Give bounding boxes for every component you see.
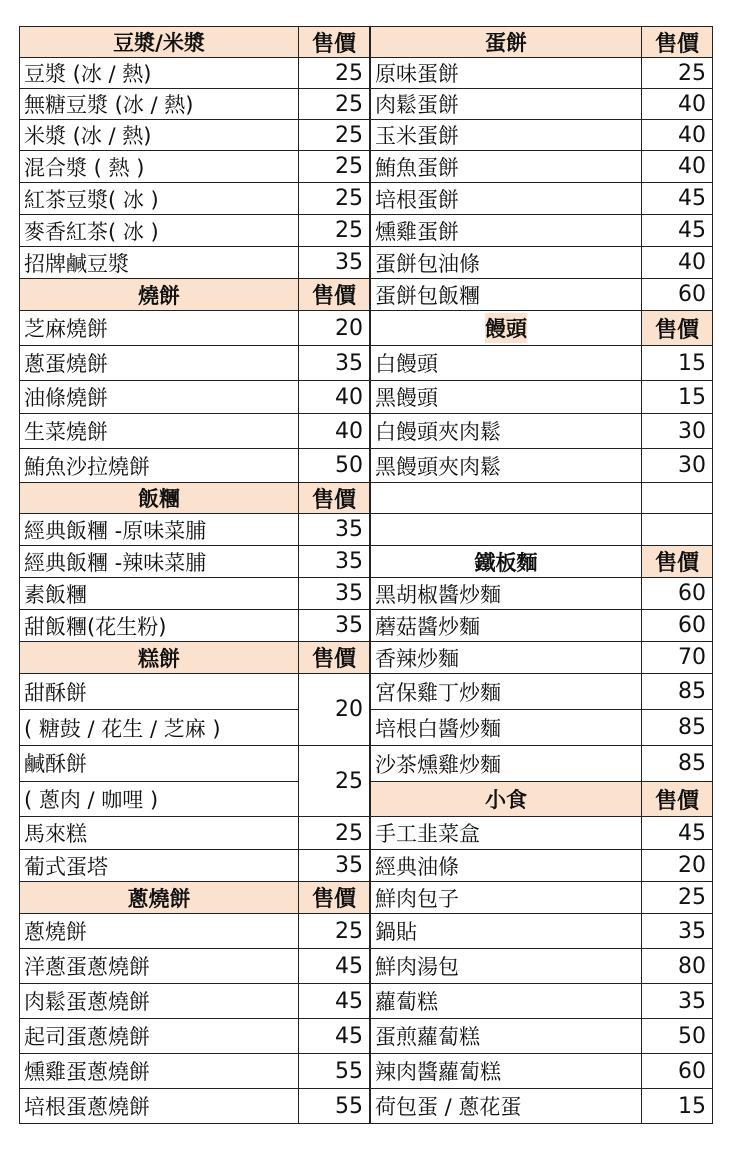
item-name: 荷包蛋 / 蔥花蛋 <box>371 1089 642 1123</box>
item-price: 35 <box>335 581 363 606</box>
section-title-cell <box>371 311 642 345</box>
item-price: 40 <box>678 154 706 179</box>
section-header-noodles <box>370 546 713 578</box>
menu-item <box>19 449 370 483</box>
menu-item <box>370 1089 713 1124</box>
section-title: 饅頭 <box>485 313 527 343</box>
section-title: 鐵板麵 <box>474 550 538 575</box>
item-price: 30 <box>678 453 706 478</box>
item-options: ( 蔥肉 / 咖哩 ) <box>20 781 298 817</box>
menu-item <box>19 120 370 151</box>
item-price: 30 <box>678 418 706 444</box>
item-price: 45 <box>335 953 363 979</box>
price-column-label: 售價 <box>654 317 699 343</box>
item-price: 25 <box>678 60 706 86</box>
item-price: 40 <box>335 384 363 410</box>
item-price: 35 <box>335 613 363 638</box>
item-price: 80 <box>678 953 706 979</box>
item-price: 85 <box>678 751 706 776</box>
item-name: 宮保雞丁炒麵 <box>371 674 642 709</box>
price-column-label: 售價 <box>311 487 356 513</box>
section-header-soy <box>19 26 370 58</box>
item-price: 45 <box>678 820 706 846</box>
item-name: 米漿 (冰 / 熱) <box>20 120 299 150</box>
item-name: 甜酥餅 <box>24 680 87 705</box>
price-column-label: 售價 <box>654 551 699 576</box>
item-price: 25 <box>335 820 363 846</box>
item-name: 白饅頭 <box>371 346 642 380</box>
item-name: 經典油條 <box>371 850 642 881</box>
section-title: 小食 <box>371 782 642 816</box>
section-title: 燒餅 <box>20 279 299 310</box>
menu-item <box>370 882 713 914</box>
item-name: 培根蛋餅 <box>371 183 642 214</box>
item-name: 培根蛋蔥燒餅 <box>20 1089 299 1123</box>
item-name: 鮮肉湯包 <box>371 949 642 983</box>
item-name: 手工韭菜盒 <box>371 817 642 849</box>
menu-item <box>19 817 370 850</box>
item-price: 15 <box>678 384 706 410</box>
item-name: 肉鬆蛋餅 <box>371 89 642 119</box>
menu-item <box>19 89 370 120</box>
item-name: 招牌鹹豆漿 <box>20 247 299 278</box>
item-price: 40 <box>678 91 706 117</box>
item-price: 35 <box>678 918 706 944</box>
item-price: 20 <box>678 853 706 878</box>
item-name: 肉鬆蛋蔥燒餅 <box>20 984 299 1018</box>
menu-item <box>370 151 713 183</box>
item-name: 蔥燒餅 <box>20 914 299 948</box>
item-name: 白饅頭夾肉鬆 <box>371 414 642 448</box>
menu-item <box>370 817 713 850</box>
menu-item <box>370 414 713 449</box>
section-title: 飯糰 <box>20 483 299 513</box>
menu-item <box>370 279 713 311</box>
menu-item-sweet-pastry <box>19 674 370 746</box>
item-price: 55 <box>335 1058 363 1084</box>
menu-item <box>370 58 713 89</box>
menu-item <box>19 1019 370 1054</box>
item-name: 生菜燒餅 <box>20 414 299 448</box>
item-price: 35 <box>335 350 363 376</box>
item-name: 鮪魚沙拉燒餅 <box>20 449 299 482</box>
item-name: 起司蛋蔥燒餅 <box>20 1019 299 1053</box>
item-name: 蘑菇醬炒麵 <box>371 610 642 641</box>
item-price: 50 <box>335 453 363 478</box>
menu-right-column <box>370 26 713 1124</box>
item-price: 45 <box>335 1023 363 1049</box>
item-name: 芝麻燒餅 <box>20 311 299 345</box>
item-name: 蛋餅包油條 <box>371 247 642 278</box>
section-title: 豆漿/米漿 <box>20 27 299 57</box>
menu-left-column <box>19 26 370 1124</box>
item-name: 辣肉醬蘿蔔糕 <box>371 1054 642 1088</box>
menu-item <box>370 850 713 882</box>
item-price: 40 <box>678 250 706 275</box>
section-title: 糕餅 <box>20 642 299 673</box>
item-name: 麥香紅茶( 冰 ) <box>20 215 299 246</box>
menu-item <box>19 414 370 449</box>
price-column-label: 售價 <box>311 31 356 57</box>
menu-item <box>370 984 713 1019</box>
item-price: 85 <box>678 715 706 740</box>
item-price: 35 <box>335 853 363 878</box>
menu-item <box>370 215 713 247</box>
menu-item <box>19 151 370 183</box>
item-name: 豆漿 (冰 / 熱) <box>20 58 299 88</box>
price-column-label: 售價 <box>654 788 699 814</box>
section-title: 蔥燒餅 <box>20 882 299 913</box>
item-price: 25 <box>335 154 363 179</box>
price-column-label: 售價 <box>311 887 356 912</box>
menu-item <box>370 746 713 782</box>
item-price: 25 <box>335 186 363 211</box>
item-price: 40 <box>678 122 706 148</box>
menu-item <box>370 346 713 381</box>
item-price: 25 <box>335 122 363 148</box>
empty-row <box>370 483 713 514</box>
menu-item <box>19 949 370 984</box>
menu-item <box>19 58 370 89</box>
menu-item <box>370 914 713 949</box>
empty-row <box>370 514 713 546</box>
item-price: 40 <box>335 418 363 444</box>
section-title-cell <box>371 546 642 577</box>
item-name: 素飯糰 <box>20 578 299 609</box>
item-name: 馬來糕 <box>20 817 299 849</box>
item-price: 45 <box>678 218 706 243</box>
item-price: 55 <box>335 1093 363 1119</box>
item-options: ( 糖鼓 / 花生 / 芝麻 ) <box>20 709 298 745</box>
item-name: 蘿蔔糕 <box>371 984 642 1018</box>
item-name: 香辣炒麵 <box>371 642 642 673</box>
item-name: 蛋煎蘿蔔糕 <box>371 1019 642 1053</box>
price-column-label: 售價 <box>311 647 356 672</box>
item-name: 混合漿 ( 熱 ) <box>20 151 299 182</box>
item-name: 鮮肉包子 <box>371 882 642 913</box>
item-name: 玉米蛋餅 <box>371 120 642 150</box>
item-name: 洋蔥蛋蔥燒餅 <box>20 949 299 983</box>
item-name: 油條燒餅 <box>20 381 299 413</box>
item-name: 紅茶豆漿( 冰 ) <box>20 183 299 214</box>
item-price: 60 <box>678 581 706 606</box>
menu-item <box>370 578 713 610</box>
item-name: 燻雞蛋蔥燒餅 <box>20 1054 299 1088</box>
item-name: 經典飯糰 -原味菜脯 <box>20 514 299 545</box>
menu-item <box>19 381 370 414</box>
menu-item <box>19 610 370 642</box>
item-price: 60 <box>678 1058 706 1084</box>
menu-item-salty-pastry <box>19 746 370 817</box>
section-header-snacks <box>370 782 713 817</box>
item-price: 35 <box>335 549 363 574</box>
menu-item <box>19 984 370 1019</box>
item-price: 25 <box>335 60 363 86</box>
menu-item <box>19 215 370 247</box>
item-price: 20 <box>335 315 363 341</box>
menu-item <box>370 710 713 746</box>
item-price: 35 <box>335 517 363 542</box>
price-column-label: 售價 <box>654 31 699 57</box>
menu-item <box>19 346 370 381</box>
item-name: 黑饅頭 <box>371 381 642 413</box>
item-price: 15 <box>678 350 706 376</box>
section-header-scallion <box>19 882 370 914</box>
item-price: 25 <box>335 768 363 794</box>
menu-item <box>370 674 713 710</box>
menu-item <box>19 914 370 949</box>
item-price: 60 <box>678 282 706 307</box>
item-price: 25 <box>335 91 363 117</box>
item-name: 沙茶燻雞炒麵 <box>371 746 642 781</box>
item-name: 黑胡椒醬炒麵 <box>371 578 642 609</box>
menu-item <box>370 89 713 120</box>
item-name: 黑饅頭夾肉鬆 <box>371 449 642 482</box>
menu-item <box>19 546 370 578</box>
menu-item <box>19 1054 370 1089</box>
section-header-fantuan <box>19 483 370 514</box>
item-name: 培根白醬炒麵 <box>371 710 642 745</box>
menu-item <box>19 183 370 215</box>
item-price: 60 <box>678 613 706 638</box>
section-header-pastry <box>19 642 370 674</box>
item-name: 燻雞蛋餅 <box>371 215 642 246</box>
menu-item <box>19 1089 370 1124</box>
menu-item <box>19 311 370 346</box>
menu-item <box>370 1019 713 1054</box>
menu-item <box>370 949 713 984</box>
item-price: 35 <box>335 250 363 275</box>
menu-item <box>370 610 713 642</box>
menu-item <box>370 449 713 483</box>
menu-item <box>370 1054 713 1089</box>
item-price: 35 <box>678 988 706 1014</box>
menu-item <box>19 578 370 610</box>
item-name: 鮪魚蛋餅 <box>371 151 642 182</box>
item-price: 25 <box>335 218 363 243</box>
item-price: 85 <box>678 679 706 704</box>
item-price: 45 <box>335 988 363 1014</box>
menu-item <box>19 850 370 882</box>
section-header-danbing <box>370 26 713 58</box>
menu-item <box>370 183 713 215</box>
item-name: 鹹酥餅 <box>24 752 87 777</box>
menu-item <box>19 247 370 279</box>
item-name: 鍋貼 <box>371 914 642 948</box>
item-name: 蔥蛋燒餅 <box>20 346 299 380</box>
menu-item <box>370 247 713 279</box>
item-price: 20 <box>335 697 363 722</box>
item-price: 45 <box>678 186 706 211</box>
item-price: 50 <box>678 1023 706 1049</box>
menu-item <box>370 642 713 674</box>
item-name: 蛋餅包飯糰 <box>371 279 642 310</box>
item-name: 經典飯糰 -辣味菜脯 <box>20 546 299 577</box>
item-price: 70 <box>678 645 706 670</box>
item-name: 原味蛋餅 <box>371 58 642 88</box>
menu-item <box>370 381 713 414</box>
section-header-shaobing <box>19 279 370 311</box>
menu-item <box>19 514 370 546</box>
item-name: 葡式蛋塔 <box>20 850 299 881</box>
item-price: 25 <box>335 918 363 944</box>
price-column-label: 售價 <box>311 284 356 309</box>
item-name: 甜飯糰(花生粉) <box>20 610 299 641</box>
section-header-mantou <box>370 311 713 346</box>
menu-item <box>370 120 713 151</box>
item-price: 15 <box>678 1093 706 1119</box>
section-title: 蛋餅 <box>371 27 642 57</box>
item-name: 無糖豆漿 (冰 / 熱) <box>20 89 299 119</box>
item-price: 25 <box>678 885 706 910</box>
